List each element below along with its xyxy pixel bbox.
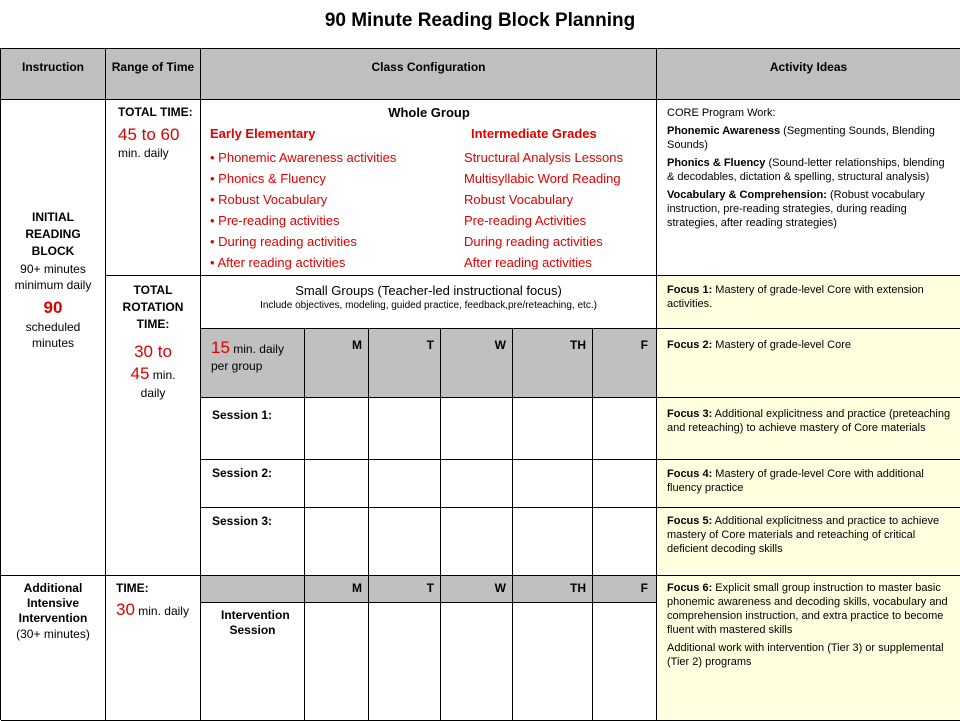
per-group-cell — [201, 329, 305, 398]
session-label: Session 1: — [201, 398, 305, 460]
session-label: Session 3: — [201, 508, 305, 576]
page-title: 90 Minute Reading Block Planning — [324, 10, 636, 31]
intervention-slot[interactable] — [593, 603, 657, 721]
intervention-slot[interactable] — [369, 603, 441, 721]
additional-time-unit: min. daily — [138, 604, 189, 618]
small-groups-heading: Small Groups (Teacher-led instructional focus) — [295, 283, 562, 298]
session-slot[interactable] — [369, 460, 441, 508]
focus-3-cell — [657, 398, 960, 460]
core-label: Phonics & Fluency — [667, 157, 766, 169]
additional-day-t: T — [369, 576, 441, 603]
additional-day-th: TH — [513, 576, 593, 603]
focus-2-cell — [657, 329, 960, 398]
initial-block-cell — [1, 100, 106, 576]
initial-scheduled-num: 90 — [43, 298, 63, 317]
core-text: (Robust vocabulary instruction, pre-reading strategies, during reading strategies, after reading strategies) — [667, 189, 925, 229]
additional-cell — [1, 576, 106, 721]
header-config: Class Configuration — [201, 49, 657, 100]
intermediate-heading: Intermediate Grades — [471, 126, 597, 141]
focus-label: Focus 3: — [667, 408, 713, 420]
whole-group-heading: Whole Group — [388, 105, 470, 120]
early-item: • Phonemic Awareness activities — [210, 150, 397, 165]
tier-text: Additional work with intervention (Tier 3) or supplemental (Tier 2) programs — [667, 642, 944, 668]
focus-5-cell — [657, 508, 960, 576]
early-heading: Early Elementary — [210, 126, 316, 141]
core-text: (Segmenting Sounds, Blending Sounds) — [667, 125, 935, 151]
focus-label: Focus 5: — [667, 515, 713, 527]
additional-name: Additional Intensive Intervention — [18, 581, 88, 625]
initial-min-daily: 90+ minutes minimum daily — [14, 262, 92, 292]
per-group-num: 15 — [211, 338, 230, 357]
session-slot[interactable] — [305, 460, 369, 508]
session-slot[interactable] — [593, 508, 657, 576]
session-slot[interactable] — [441, 508, 513, 576]
focus-4-cell — [657, 460, 960, 508]
additional-time-cell — [106, 576, 201, 721]
additional-time-line — [116, 599, 195, 621]
initial-scheduled-label: scheduled minutes — [25, 320, 81, 350]
rotation-time-value-a: 30 to — [134, 342, 172, 361]
core-item-phonics — [667, 156, 952, 184]
focus-label: Focus 1: — [667, 284, 713, 296]
focus-6-cell — [657, 576, 960, 721]
additional-day-f: F — [593, 576, 657, 603]
day-f: F — [593, 329, 657, 398]
planning-table — [0, 48, 960, 720]
whole-time-label: TOTAL TIME: — [118, 105, 193, 119]
session-slot[interactable] — [305, 398, 369, 460]
whole-time-cell — [106, 100, 201, 276]
initial-block-name: INITIAL READING BLOCK — [25, 210, 81, 258]
whole-time-value: 45 to 60 — [118, 125, 180, 144]
additional-duration: (30+ minutes) — [16, 627, 90, 641]
rotation-time-line2 — [110, 363, 196, 386]
intervention-slot[interactable] — [305, 603, 369, 721]
core-text: (Sound-letter relationships, blending & decodables, dictation & spelling, structural analysis) — [667, 157, 945, 183]
session-slot[interactable] — [369, 508, 441, 576]
core-item-phonemic — [667, 124, 952, 152]
session-label: Session 2: — [201, 460, 305, 508]
day-th: TH — [513, 329, 593, 398]
intermediate-item: Multisyllabic Word Reading — [464, 171, 621, 186]
intermediate-item: Pre-reading Activities — [464, 213, 587, 228]
focus-1-cell — [657, 276, 960, 329]
session-slot[interactable] — [513, 460, 593, 508]
small-groups-cell — [201, 276, 657, 329]
session-slot[interactable] — [305, 508, 369, 576]
whole-time-unit: min. daily — [118, 146, 169, 160]
focus-text: Additional explicitness and practice (preteaching and reteaching) to achieve mastery of Core materials — [667, 408, 951, 434]
intermediate-item: During reading activities — [464, 234, 603, 249]
session-slot[interactable] — [369, 398, 441, 460]
session-slot[interactable] — [593, 398, 657, 460]
additional-time-label: TIME: — [116, 581, 149, 595]
whole-group-cell — [201, 100, 657, 276]
rotation-time-value-b: 45 — [130, 364, 150, 383]
intermediate-item: Structural Analysis Lessons — [464, 150, 623, 165]
focus-text: Explicit small group instruction to master basic phonemic awareness and decoding skills, vocabulary and comprehension instruction, and extra practice to become fluent with mastered skills — [667, 582, 948, 636]
early-item: • Robust Vocabulary — [210, 192, 328, 207]
focus-text: Mastery of grade-level Core — [712, 339, 852, 351]
early-item: • During reading activities — [210, 234, 357, 249]
core-item-vocabulary — [667, 188, 952, 230]
session-slot[interactable] — [593, 460, 657, 508]
additional-day-m: M — [305, 576, 369, 603]
header-ideas: Activity Ideas — [657, 49, 960, 100]
core-program-cell — [657, 100, 960, 276]
header-range: Range of Time — [106, 49, 201, 100]
additional-time-value: 30 — [116, 600, 135, 619]
intervention-slot[interactable] — [441, 603, 513, 721]
core-label: Vocabulary & Comprehension: — [667, 189, 827, 201]
core-heading: CORE Program Work: — [667, 107, 776, 119]
focus-text: Mastery of grade-level Core with extension activities. — [667, 284, 924, 310]
day-w: W — [441, 329, 513, 398]
early-item: • Pre-reading activities — [210, 213, 340, 228]
focus-6-text — [667, 581, 952, 637]
additional-day-w: W — [441, 576, 513, 603]
rotation-time-label: TOTAL ROTATION TIME: — [122, 283, 184, 331]
day-m: M — [305, 329, 369, 398]
small-groups-sub: Include objectives, modeling, guided practice, feedback,pre/reteaching, etc.) — [260, 300, 597, 311]
per-group-text: min. daily per group — [211, 342, 284, 373]
session-slot[interactable] — [513, 508, 593, 576]
header-instruction: Instruction — [1, 49, 106, 100]
focus-label: Focus 6: — [667, 582, 713, 594]
session-slot[interactable] — [513, 398, 593, 460]
core-label: Phonemic Awareness — [667, 125, 781, 137]
early-list — [210, 147, 460, 273]
focus-text: Mastery of grade-level Core with additional fluency practice — [667, 468, 924, 494]
rotation-time-unit-a: min. — [152, 368, 176, 382]
rotation-time-unit-b: daily — [140, 386, 166, 400]
early-item: • After reading activities — [210, 255, 346, 270]
intermediate-item: After reading activities — [464, 255, 592, 270]
session-slot[interactable] — [441, 460, 513, 508]
early-item: • Phonics & Fluency — [210, 171, 326, 186]
rotation-time-cell — [106, 276, 201, 576]
focus-label: Focus 2: — [667, 339, 713, 351]
intervention-slot[interactable] — [513, 603, 593, 721]
focus-text: Additional explicitness and practice to achieve mastery of Core materials and reteaching of critical deficient decoding skills — [667, 515, 940, 555]
session-slot[interactable] — [441, 398, 513, 460]
day-t: T — [369, 329, 441, 398]
intermediate-item: Robust Vocabulary — [464, 192, 574, 207]
additional-blank-header — [201, 576, 305, 603]
intermediate-list — [464, 147, 654, 273]
intervention-session-label: Intervention Session — [201, 603, 305, 721]
focus-label: Focus 4: — [667, 468, 713, 480]
